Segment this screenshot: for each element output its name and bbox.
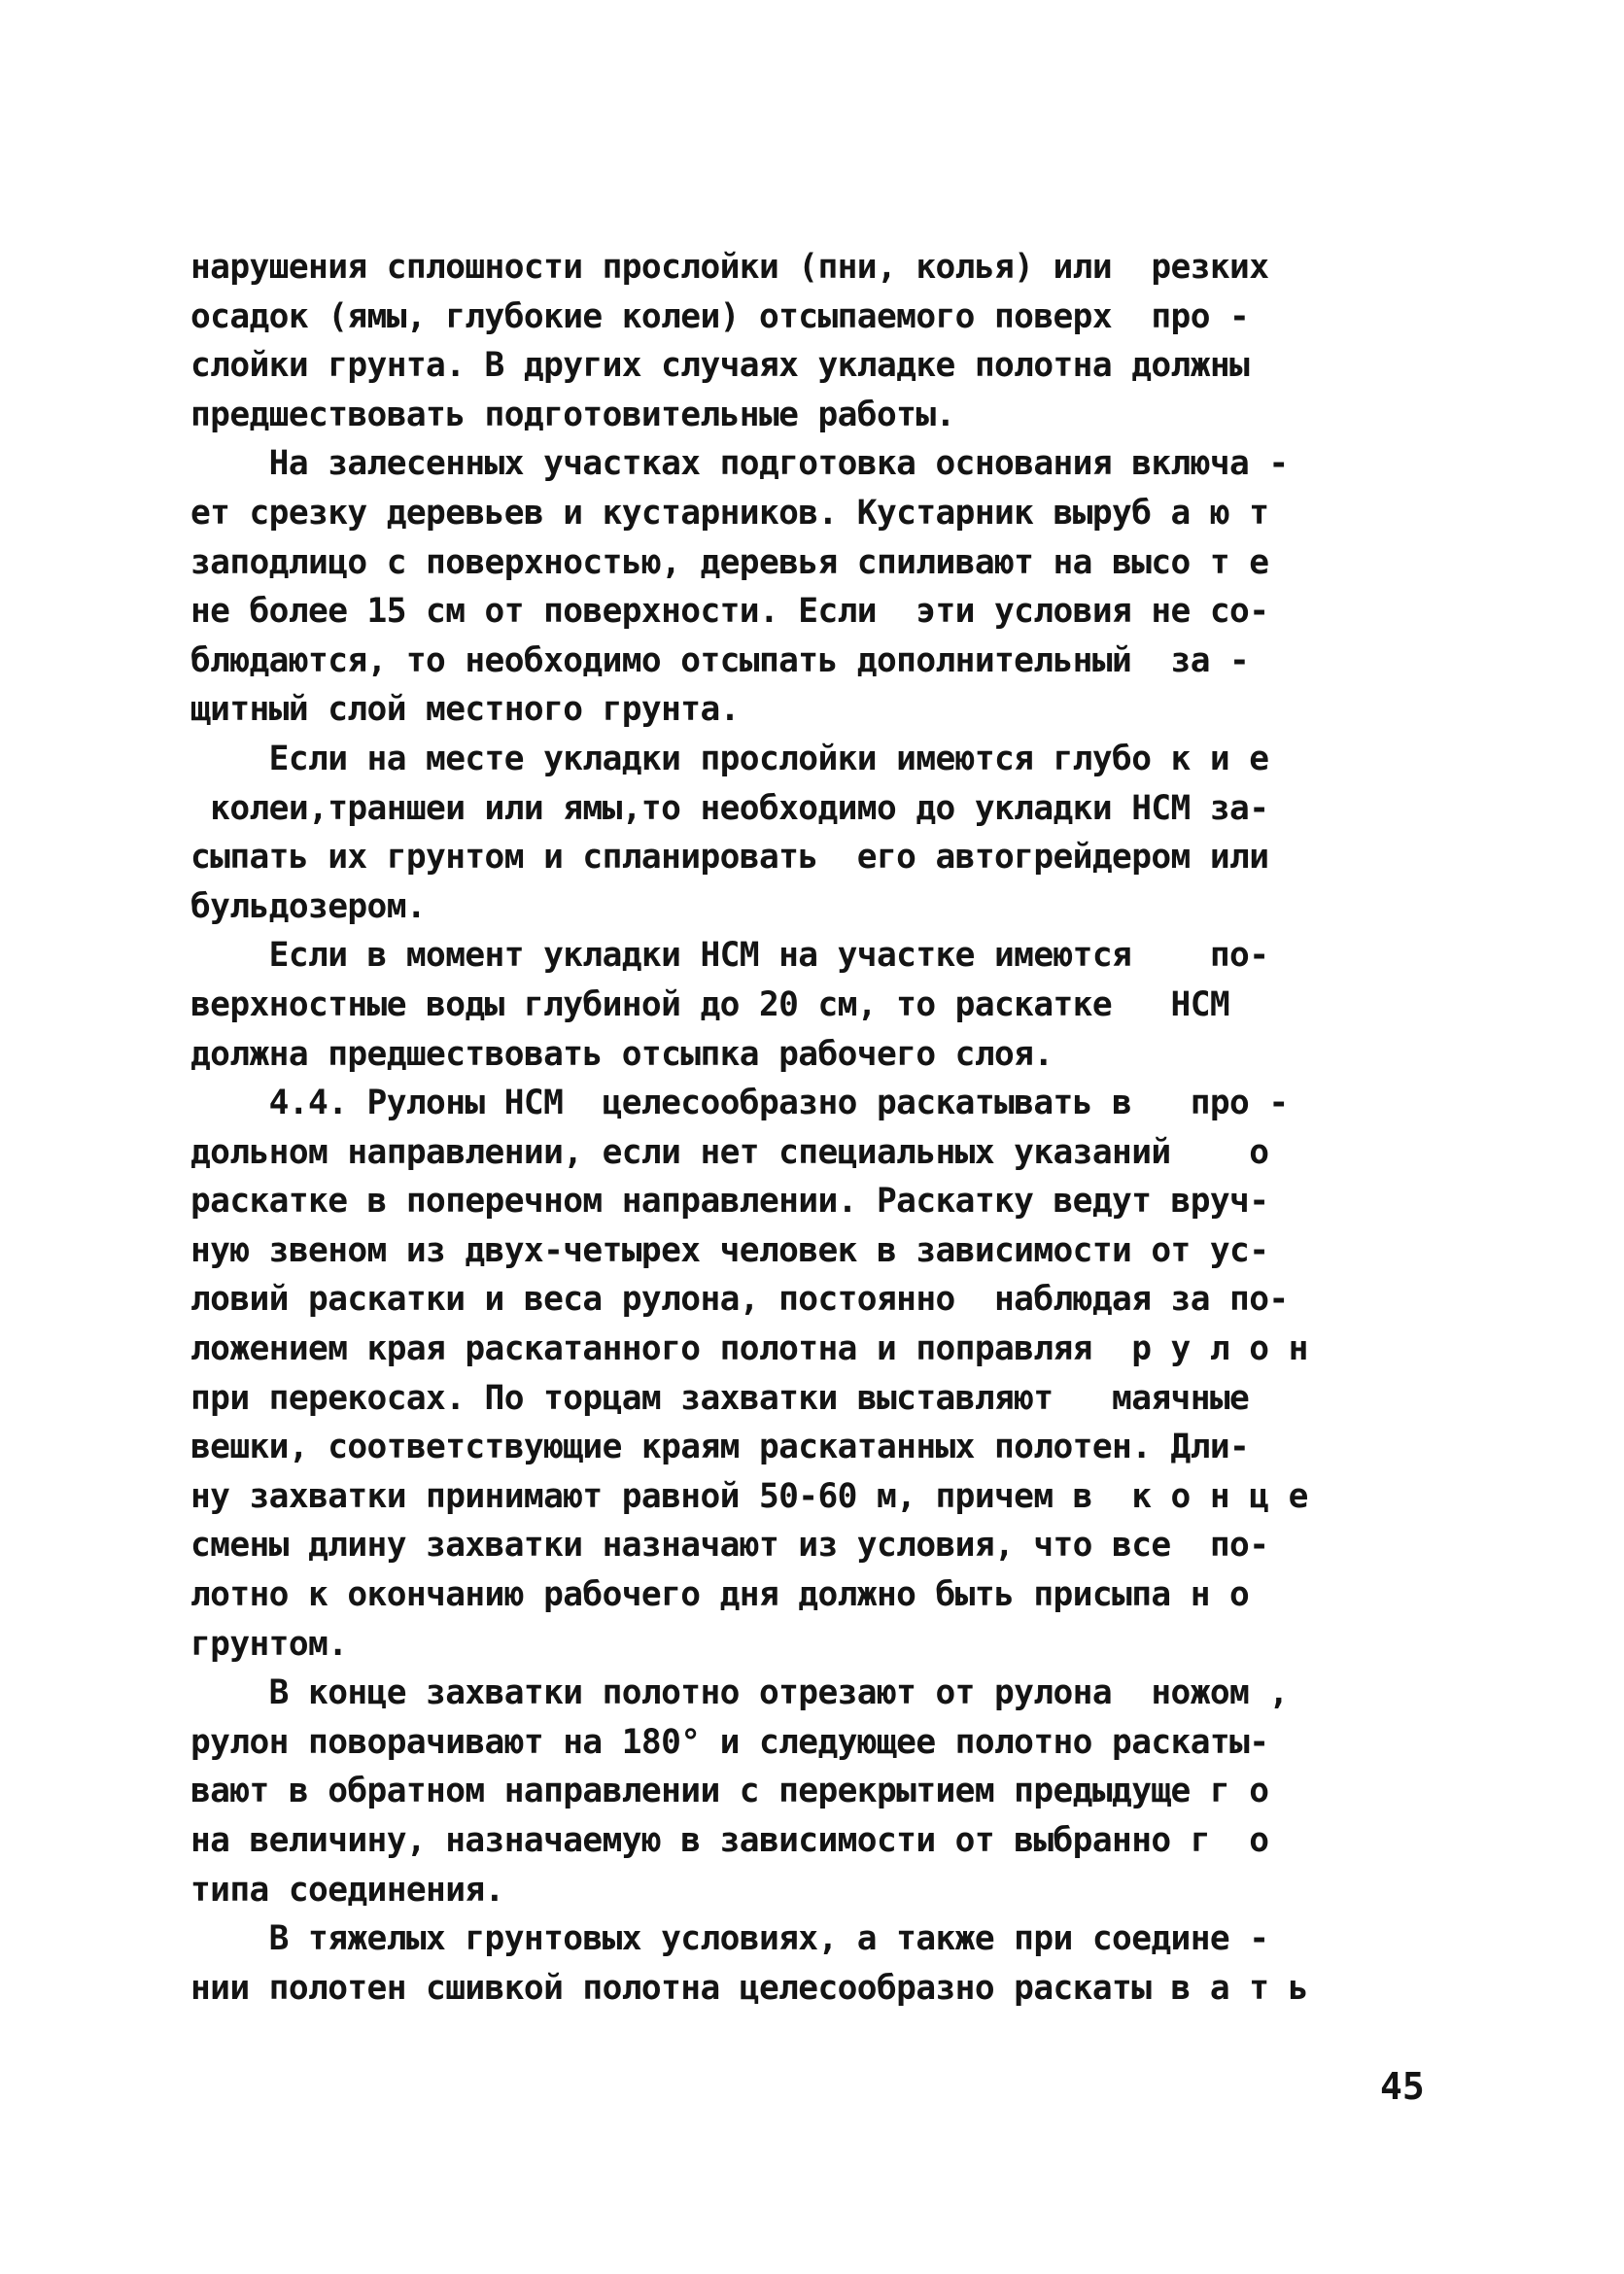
text-line: В тяжелых грунтовых условиях, а также при соедине - <box>190 1919 1269 1959</box>
text-line: На залесенных участках подготовка основания включа - <box>190 444 1289 484</box>
text-line: щитный слой местного грунта. <box>190 690 740 730</box>
text-line: рулон поворачивают на 180° и следующее полотно раскаты- <box>190 1722 1269 1762</box>
text-line: ную звеном из двух-четырех человек в зависимости от ус- <box>190 1230 1269 1270</box>
text-line: верхностные воды глубиной до 20 см, то раскатке НСМ <box>190 984 1230 1024</box>
text-line: Если в момент укладки НСМ на участке имеются по- <box>190 936 1269 976</box>
text-line: дольном направлении, если нет специальных указаний о <box>190 1132 1269 1172</box>
text-line: вешки, соответствующие краям раскатанных полотен. Дли- <box>190 1428 1250 1467</box>
text-line: грунтом. <box>190 1624 348 1664</box>
text-line: Если на месте укладки прослойки имеются глубо к и е <box>190 739 1269 778</box>
text-line: лотно к окончанию рабочего дня должно быть присыпа н о <box>190 1575 1250 1615</box>
text-line: заподлицо с поверхностью, деревья спиливают на высо т е <box>190 542 1269 582</box>
text-line: блюдаются, то необходимо отсыпать дополнительный за - <box>190 640 1250 680</box>
text-line: колеи,траншеи или ямы,то необходимо до укладки НСМ за- <box>190 788 1269 828</box>
text-line: бульдозером. <box>190 886 427 926</box>
text-line: ловий раскатки и веса рулона, постоянно наблюдая за по- <box>190 1280 1289 1320</box>
text-line: вают в обратном направлении с перекрытием предыдуще г о <box>190 1772 1269 1811</box>
text-line: осадок (ямы, глубокие колеи) отсыпаемого поверх про - <box>190 296 1250 336</box>
text-line: не более 15 см от поверхности. Если эти условия не со- <box>190 592 1269 632</box>
text-line: типа соединения. <box>190 1870 504 1910</box>
text-line: 4.4. Рулоны НСМ целесообразно раскатывать в про - <box>190 1084 1289 1123</box>
text-line: предшествовать подготовительные работы. <box>190 395 955 434</box>
page-number: 45 <box>1380 2065 1425 2108</box>
text-line: смены длину захватки назначают из условия, что все по- <box>190 1526 1269 1566</box>
text-line: ложением края раскатанного полотна и поправляя р у л о н <box>190 1329 1308 1369</box>
text-line: нии полотен сшивкой полотна целесообразно раскаты в а т ь <box>190 1968 1308 2008</box>
text-line: В конце захватки полотно отрезают от рулона ножом , <box>190 1673 1289 1713</box>
text-line: на величину, назначаемую в зависимости от выбранно г о <box>190 1821 1269 1860</box>
text-line: сыпать их грунтом и спланировать его автогрейдером или <box>190 838 1269 878</box>
text-line: при перекосах. По торцам захватки выставляют маячные <box>190 1378 1250 1418</box>
text-line: ет срезку деревьев и кустарников. Кустарник выруб а ю т <box>190 493 1269 533</box>
text-line: раскатке в поперечном направлении. Раскатку ведут вруч- <box>190 1182 1269 1222</box>
text-line: нарушения сплошности прослойки (пни, колья) или резких <box>190 248 1269 287</box>
body-text <box>190 243 1444 2013</box>
text-line: должна предшествовать отсыпка рабочего слоя. <box>190 1034 1054 1074</box>
text-line: слойки грунта. В других случаях укладке полотна должны <box>190 346 1250 386</box>
text-line: ну захватки принимают равной 50-60 м, причем в к о н ц е <box>190 1476 1308 1516</box>
